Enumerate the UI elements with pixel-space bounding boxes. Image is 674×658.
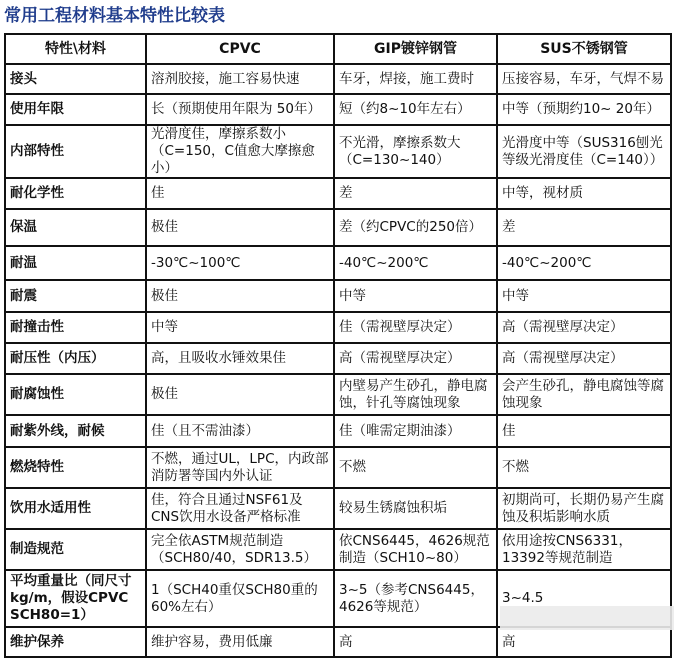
table-cell: 3~5（参考CNS6445，4626等规范） xyxy=(334,570,497,627)
table-row xyxy=(5,415,671,447)
table-cell: 溶剂胶接，施工容易快速 xyxy=(146,64,334,94)
table-cell: 中等 xyxy=(146,312,334,343)
table-cell: 压接容易，车牙，气焊不易 xyxy=(497,64,671,94)
table-cell: 差 xyxy=(497,209,671,246)
row-label: 平均重量比（同尺寸kg/m，假设CPVC SCH80=1） xyxy=(5,570,146,627)
table-row xyxy=(5,280,671,312)
table-cell: 光滑度佳，摩擦系数小（C=150，C值愈大摩擦愈小） xyxy=(146,125,334,178)
table-cell: 内壁易产生砂孔，静电腐蚀，针孔等腐蚀现象 xyxy=(334,374,497,415)
header-cell: GIP镀锌钢管 xyxy=(334,34,497,64)
table-cell: 高（需视壁厚决定） xyxy=(497,343,671,374)
table-cell: 初期尚可，长期仍易产生腐蚀及积垢影响水质 xyxy=(497,488,671,529)
table-cell: 1（SCH40重仅SCH80重的60%左右） xyxy=(146,570,334,627)
table-cell: 佳（唯需定期油漆） xyxy=(334,415,497,447)
row-label: 燃烧特性 xyxy=(5,447,146,488)
table-cell: 会产生砂孔，静电腐蚀等腐蚀现象 xyxy=(497,374,671,415)
row-label: 耐紫外线，耐候 xyxy=(5,415,146,447)
table-cell: 高 xyxy=(334,627,497,657)
page-title: 常用工程材料基本特性比较表 xyxy=(4,6,225,26)
table-cell: 中等，视材质 xyxy=(497,178,671,209)
table-row xyxy=(5,447,671,488)
table-row xyxy=(5,343,671,374)
comparison-table xyxy=(4,33,672,658)
table-cell: 中等 xyxy=(497,280,671,312)
table-row xyxy=(5,488,671,529)
row-label: 制造规范 xyxy=(5,529,146,570)
table-row xyxy=(5,529,671,570)
table-cell: 差（约CPVC的250倍） xyxy=(334,209,497,246)
table-cell: -40℃~200℃ xyxy=(334,246,497,280)
row-label: 耐腐蚀性 xyxy=(5,374,146,415)
row-label: 耐温 xyxy=(5,246,146,280)
table-cell: 极佳 xyxy=(146,280,334,312)
table-cell: 高（需视壁厚决定） xyxy=(334,343,497,374)
row-label: 饮用水适用性 xyxy=(5,488,146,529)
table-row xyxy=(5,246,671,280)
table-cell: 高，且吸收水锤效果佳 xyxy=(146,343,334,374)
table-cell: 短（约8~10年左右） xyxy=(334,94,497,125)
table-cell: 不光滑，摩擦系数大（C=130~140） xyxy=(334,125,497,178)
row-label: 内部特性 xyxy=(5,125,146,178)
table-cell: 不燃 xyxy=(334,447,497,488)
row-label: 耐压性（内压） xyxy=(5,343,146,374)
table-cell: 依用途按CNS6331，13392等规范制造 xyxy=(497,529,671,570)
table-cell: 较易生锈腐蚀积垢 xyxy=(334,488,497,529)
row-label: 耐化学性 xyxy=(5,178,146,209)
table-cell: 佳，符合且通过NSF61及CNS饮用水设备严格标准 xyxy=(146,488,334,529)
table-cell: -40℃~200℃ xyxy=(497,246,671,280)
table-cell: 佳 xyxy=(497,415,671,447)
table-row xyxy=(5,209,671,246)
table-header-row xyxy=(5,34,671,64)
table-cell: 差 xyxy=(334,178,497,209)
row-label: 耐撞击性 xyxy=(5,312,146,343)
table-cell: 极佳 xyxy=(146,374,334,415)
table-row xyxy=(5,125,671,178)
table-cell: 佳（且不需油漆） xyxy=(146,415,334,447)
table-cell: -30℃~100℃ xyxy=(146,246,334,280)
table-cell: 维护容易，费用低廉 xyxy=(146,627,334,657)
table-cell: 车牙，焊接，施工费时 xyxy=(334,64,497,94)
table-row xyxy=(5,64,671,94)
table-cell: 中等 xyxy=(334,280,497,312)
table-row xyxy=(5,312,671,343)
header-cell: SUS不锈钢管 xyxy=(497,34,671,64)
table-row xyxy=(5,178,671,209)
table-cell: 高 xyxy=(497,627,671,657)
table-cell: 完全依ASTM规范制造（SCH80/40，SDR13.5） xyxy=(146,529,334,570)
row-label: 接头 xyxy=(5,64,146,94)
table-cell: 佳 xyxy=(146,178,334,209)
row-label: 使用年限 xyxy=(5,94,146,125)
table-cell: 3~4.5 xyxy=(497,570,671,627)
table-cell: 高（需视壁厚决定） xyxy=(497,312,671,343)
watermark-overlay xyxy=(500,606,674,630)
table-row xyxy=(5,627,671,657)
table-cell: 光滑度中等（SUS316刨光等级光滑度佳（C=140）） xyxy=(497,125,671,178)
table-row xyxy=(5,374,671,415)
table-cell: 极佳 xyxy=(146,209,334,246)
table-cell: 依CNS6445，4626规范制造（SCH10~80） xyxy=(334,529,497,570)
header-cell: CPVC xyxy=(146,34,334,64)
row-label: 耐震 xyxy=(5,280,146,312)
table-row xyxy=(5,94,671,125)
row-label: 维护保养 xyxy=(5,627,146,657)
table-cell: 中等（预期约10~ 20年） xyxy=(497,94,671,125)
header-cell: 特性\材料 xyxy=(5,34,146,64)
table-cell: 佳（需视壁厚决定） xyxy=(334,312,497,343)
row-label: 保温 xyxy=(5,209,146,246)
table-cell: 长（预期使用年限为 50年） xyxy=(146,94,334,125)
table-cell: 不燃 xyxy=(497,447,671,488)
table-cell: 不燃，通过UL，LPC，内政部消防署等国内外认证 xyxy=(146,447,334,488)
